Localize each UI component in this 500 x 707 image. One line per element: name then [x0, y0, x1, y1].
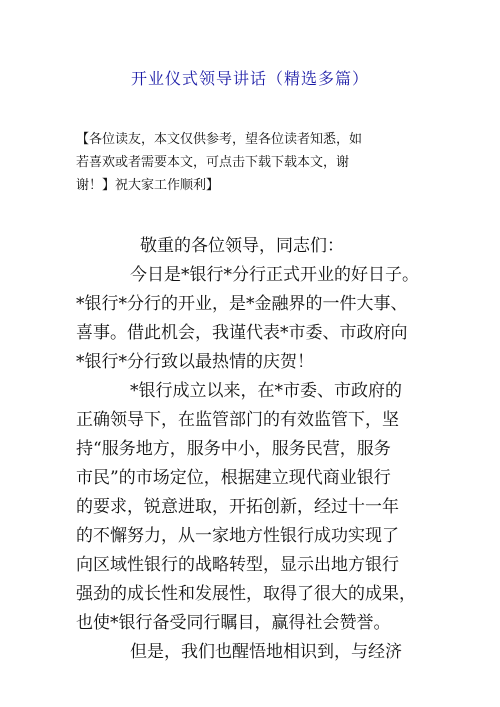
salutation: 敬重的各位领导，同志们： [140, 236, 344, 256]
download-notice [76, 128, 436, 197]
notice-line: 若喜欢或者需要本文，可点击下载下载本文，谢 [76, 155, 350, 170]
body-line: 持“服务地方，服务中小，服务民营，服务 [76, 439, 391, 459]
body-line: 喜事。借此机会，我谨代表*市委、市政府向 [76, 323, 408, 343]
body-line: 今日是*银行*分行正式开业的好日子。 [130, 265, 419, 285]
body-line: *银行*分行的开业，是*金融界的一件大事、 [76, 294, 408, 314]
notice-line: 【各位读友，本文仅供参考，望各位读者知悉，如 [76, 132, 363, 147]
speech-body [76, 232, 438, 667]
body-line: 的不懈努力，从一家地方性银行成功实现了 [76, 526, 399, 546]
notice-line: 谢！】祝大家工作顺利】 [76, 178, 220, 193]
body-line: 向区域性银行的战略转型，显示出地方银行 [76, 555, 399, 575]
body-line: 的要求，锐意进取，开拓创新，经过十一年 [76, 497, 399, 517]
body-line: 市民”的市场定位，根据建立现代商业银行 [76, 468, 391, 488]
body-line: 但是，我们也醒悟地相识到，与经济 [130, 642, 402, 662]
body-line: *银行*分行致以最热情的庆贺！ [76, 352, 314, 372]
body-line: *银行成立以来，在*市委、市政府的 [130, 381, 402, 401]
body-line: 也使*银行备受同行瞩目，赢得社会赞誉。 [76, 613, 391, 633]
body-line: 强劲的成长性和发展性，取得了很大的成果， [76, 584, 416, 604]
body-line: 正确领导下，在监管部门的有效监管下，坚 [76, 410, 399, 430]
document-title: 开业仪式领导讲话（精选多篇） [130, 69, 369, 88]
